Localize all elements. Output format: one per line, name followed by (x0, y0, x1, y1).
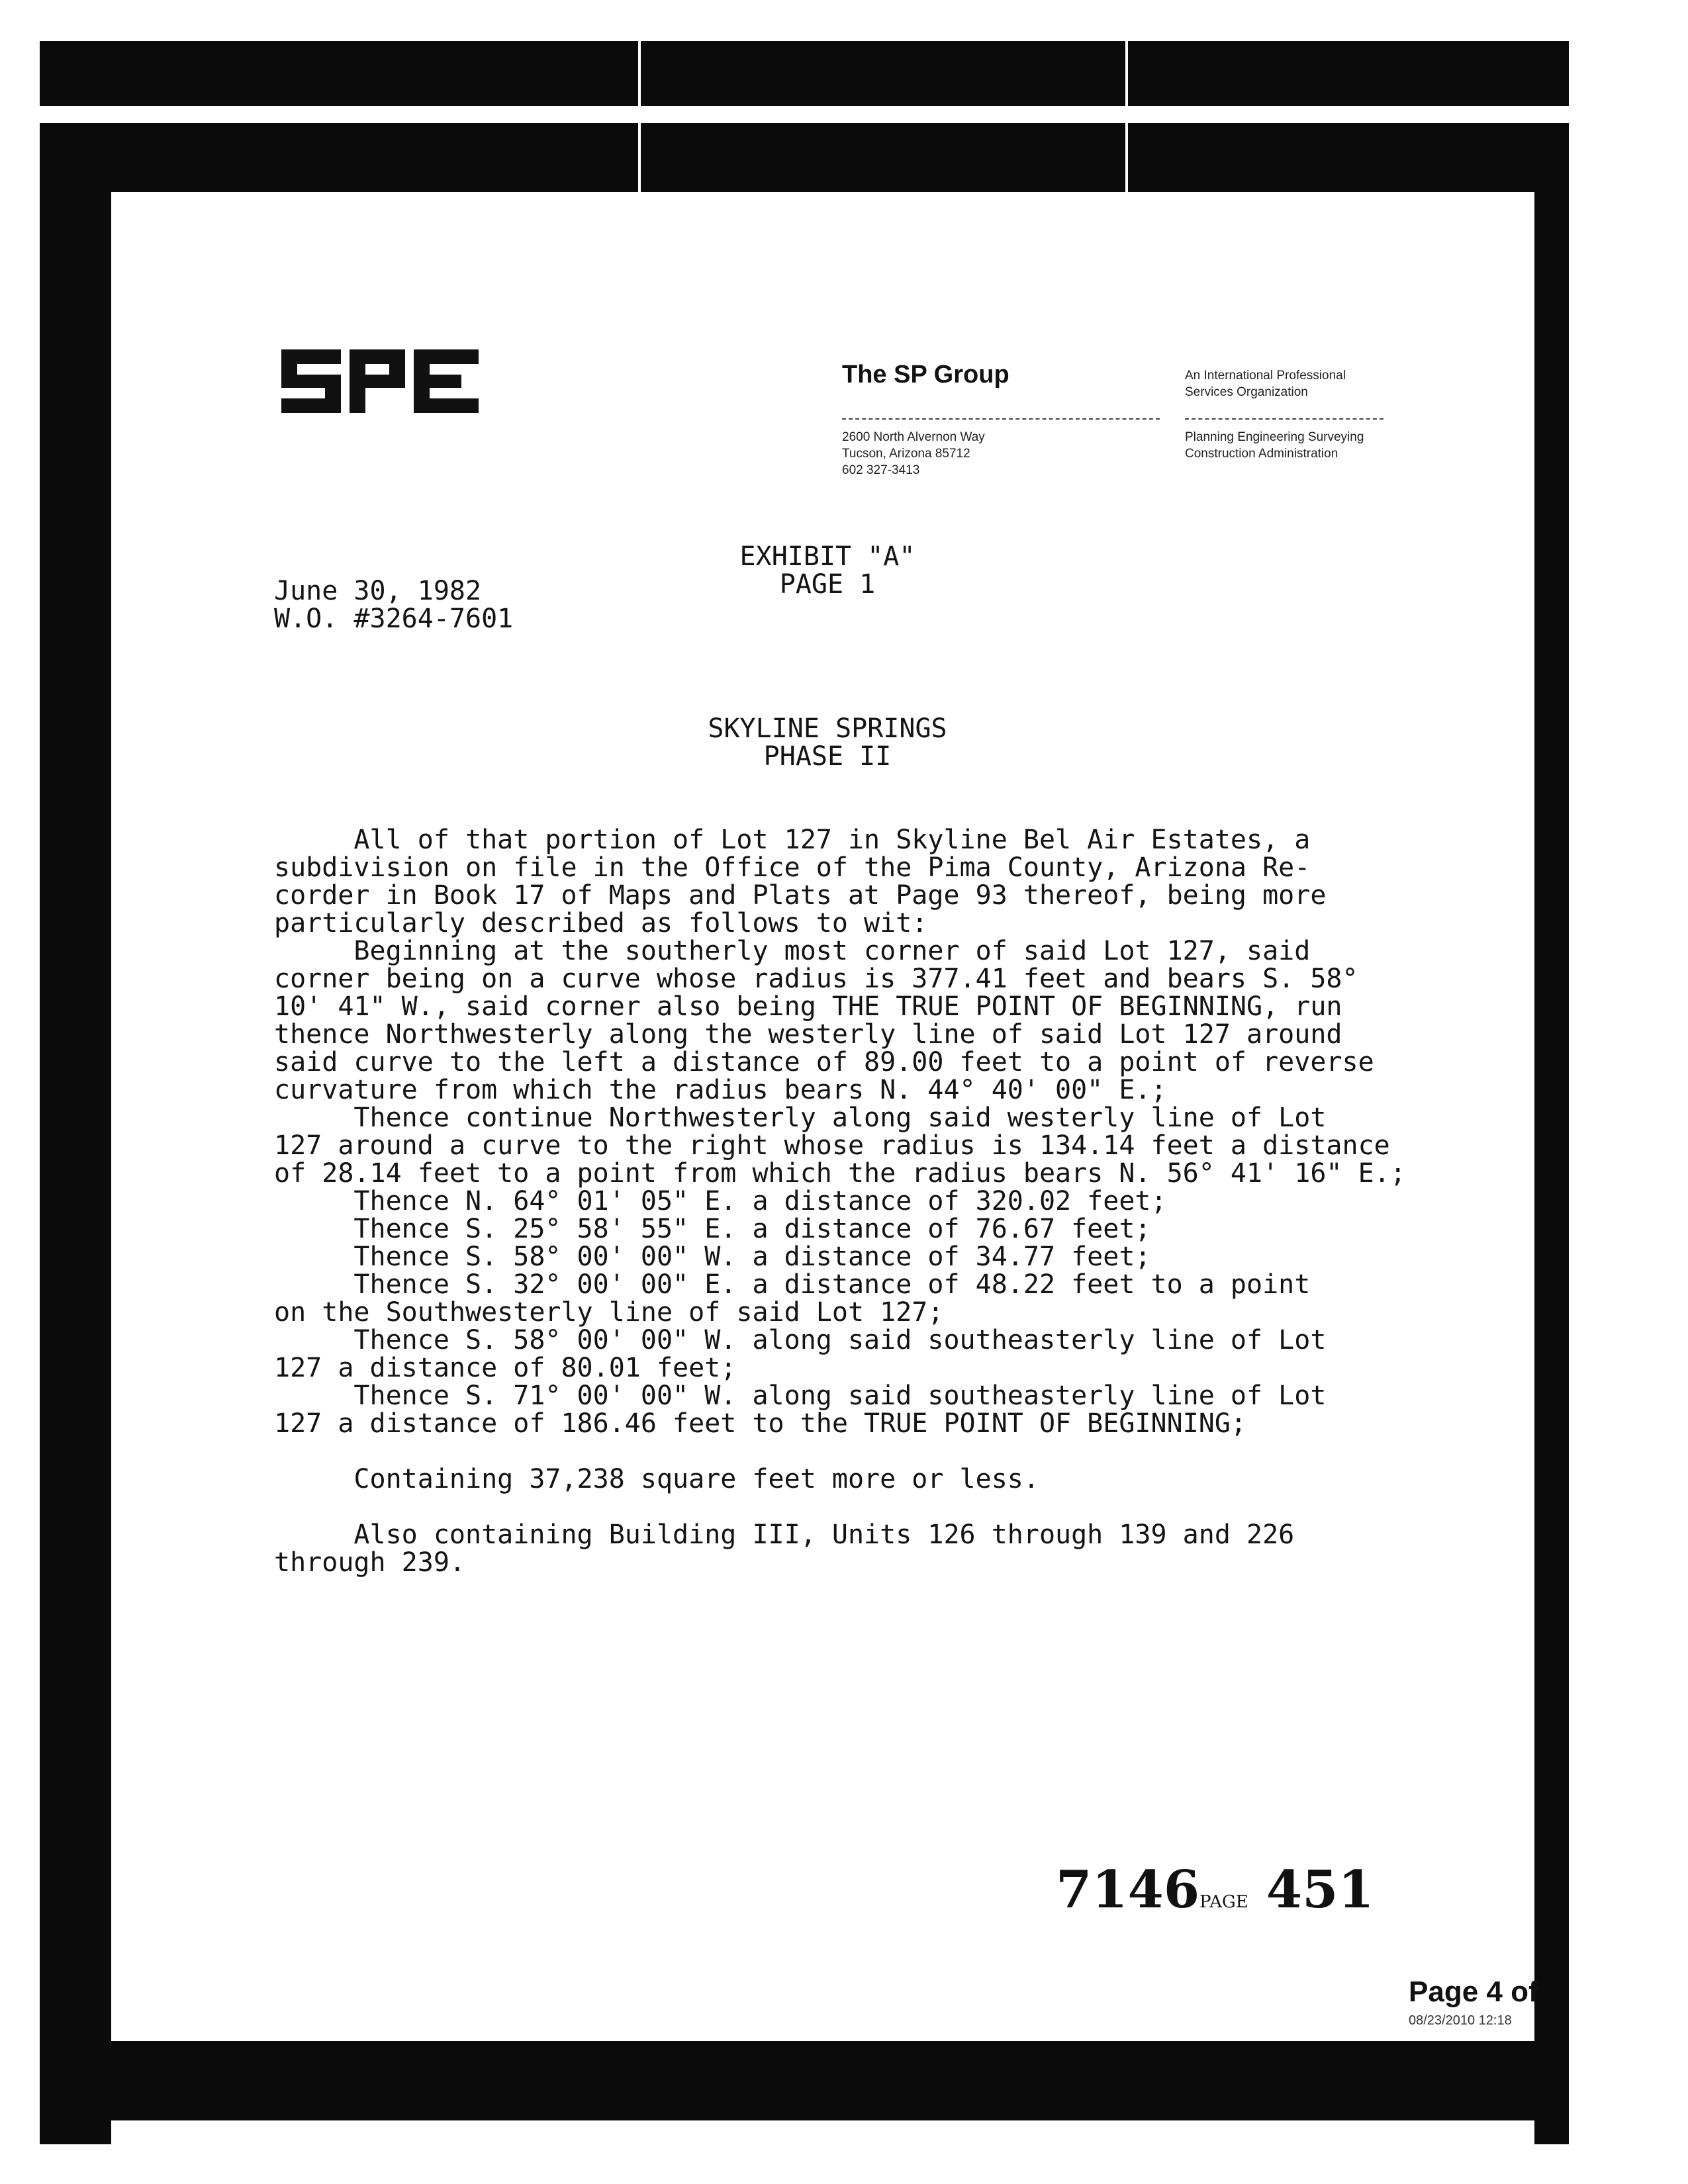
scan-border-right (1534, 192, 1569, 2144)
description-line: Beginning at the southerly most corner of said Lot 127, said (274, 936, 1311, 966)
description-line: 127 a distance of 80.01 feet; (274, 1353, 737, 1383)
company-name: The SP Group (842, 361, 1009, 388)
phone-number: 602 327-3413 (842, 463, 920, 477)
address-line: Tucson, Arizona 85712 (842, 447, 970, 461)
recorder-book-page (1056, 1860, 1374, 1920)
exhibit-title: EXHIBIT "A" (739, 541, 915, 572)
document-subtitle: PHASE II (763, 741, 892, 772)
exhibit-page: PAGE 1 (779, 569, 876, 600)
description-line: Thence continue Northwesterly along said westerly line of Lot (274, 1103, 1327, 1133)
description-line: Thence S. 58° 00' 00" W. along said southeasterly line of Lot (274, 1325, 1327, 1355)
scan-band (40, 106, 1569, 123)
description-line: Thence S. 71° 00' 00" W. along said southeasterly line of Lot (274, 1381, 1327, 1411)
description-line (274, 1493, 1406, 1521)
description-line: through 239. (274, 1547, 465, 1578)
description-line: subdivision on file in the Office of the Pima County, Arizona Re- (274, 852, 1311, 883)
scan-line (638, 41, 641, 213)
description-line: curvature from which the radius bears N. 44° 40' 00" E.; (274, 1075, 1167, 1105)
address-line: 2600 North Alvernon Way (842, 430, 985, 444)
services-line: Construction Administration (1185, 447, 1338, 461)
description-line: corner being on a curve whose radius is 377.41 feet and bears S. 58° (274, 964, 1358, 994)
description-line: said curve to the left a distance of 89.00 feet to a point of reverse (274, 1047, 1374, 1077)
description-line: Containing 37,238 square feet more or less. (274, 1464, 1039, 1494)
description-line: on the Southwesterly line of said Lot 127; (274, 1297, 944, 1328)
description-line: All of that portion of Lot 127 in Skyline Bel Air Estates, a (274, 825, 1311, 855)
letterhead-divider (1185, 418, 1383, 420)
legal-description (274, 826, 1406, 1576)
document-title: SKYLINE SPRINGS (708, 713, 947, 744)
work-order-number: W.O. #3264-7601 (274, 604, 514, 634)
book-page-label: PAGE (1199, 1892, 1248, 1912)
page-number: Page 4 of (1409, 1976, 1538, 2008)
description-line: Thence S. 25° 58' 55" E. a distance of 76.67 feet; (274, 1214, 1151, 1244)
document-date: June 30, 1982 (274, 576, 482, 606)
services-line: Planning Engineering Surveying (1185, 430, 1364, 444)
company-services (1185, 429, 1364, 462)
description-line: 127 a distance of 186.46 feet to the TRUE POINT OF BEGINNING; (274, 1408, 1247, 1439)
scan-border-bottom (40, 2041, 1569, 2120)
description-line: particularly described as follows to wit: (274, 908, 928, 938)
print-timestamp: 08/23/2010 12:18 (1409, 2013, 1512, 2028)
description-line: 10' 41" W., said corner also being THE TRUE POINT OF BEGINNING, run (274, 991, 1342, 1022)
sp-group-logo (278, 344, 483, 417)
company-tagline (1185, 367, 1346, 400)
description-line: thence Northwesterly along the westerly line of said Lot 127 around (274, 1019, 1342, 1050)
description-line: corder in Book 17 of Maps and Plats at Page 93 thereof, being more (274, 880, 1327, 911)
company-address (842, 429, 985, 478)
description-line: 127 around a curve to the right whose radius is 134.14 feet a distance (274, 1130, 1390, 1161)
description-line: Thence S. 58° 00' 00" W. a distance of 34.77 feet; (274, 1242, 1151, 1272)
description-line: of 28.14 feet to a point from which the radius bears N. 56° 41' 16" E.; (274, 1158, 1406, 1189)
scan-line (1125, 41, 1128, 213)
scan-border-left (40, 192, 111, 2144)
tagline-line: Services Organization (1185, 385, 1308, 399)
description-line: Thence S. 32° 00' 00" E. a distance of 48.22 feet to a point (274, 1269, 1311, 1300)
book-number: 7146 (1056, 1860, 1200, 1920)
description-line: Also containing Building III, Units 126 through 139 and 226 (274, 1520, 1295, 1550)
book-page-number: 451 (1266, 1860, 1374, 1920)
description-line: Thence N. 64° 01' 05" E. a distance of 320.02 feet; (274, 1186, 1167, 1216)
description-line (274, 1437, 1406, 1465)
letterhead-divider (842, 418, 1160, 420)
tagline-line: An International Professional (1185, 369, 1346, 383)
